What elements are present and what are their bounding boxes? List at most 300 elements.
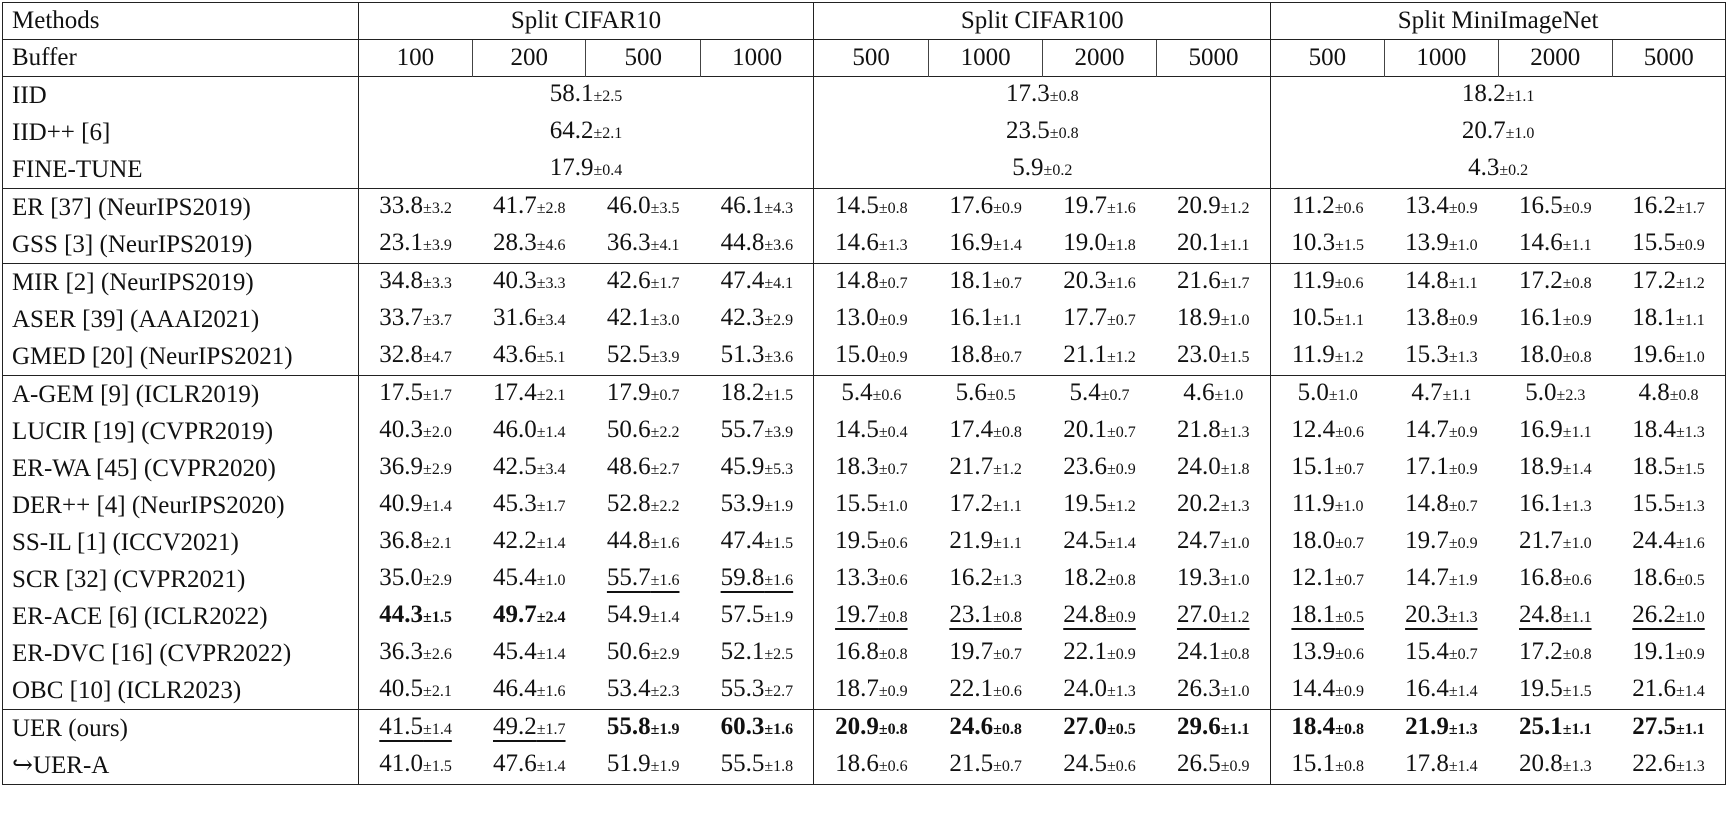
std-value: ±1.4 xyxy=(1107,535,1136,552)
mean-value: 21.7 xyxy=(949,453,994,480)
result-cell xyxy=(358,672,472,710)
result-cell xyxy=(1499,672,1612,710)
std-value: ±1.9 xyxy=(650,721,680,738)
std-value: ±0.6 xyxy=(1334,200,1364,217)
mean-value: 21.6 xyxy=(1632,675,1676,702)
cell-value xyxy=(841,379,901,406)
cell-value xyxy=(1405,750,1478,777)
result-cell xyxy=(358,524,472,561)
cell-value xyxy=(379,564,452,591)
cell-value xyxy=(1063,527,1136,554)
std-value: ±1.5 xyxy=(423,609,452,626)
result-cell xyxy=(928,338,1042,376)
std-value: ±4.1 xyxy=(764,275,794,292)
result-cell xyxy=(700,561,813,598)
std-value: ±2.1 xyxy=(423,683,452,700)
cell-value xyxy=(1462,80,1535,107)
std-value: ±0.9 xyxy=(1562,312,1592,329)
result-cell xyxy=(1384,598,1498,635)
mean-value: 20.1 xyxy=(1063,416,1107,443)
mean-value: 24.7 xyxy=(1176,527,1221,554)
group-header-miniimagenet: Split MiniImageNet xyxy=(1271,3,1726,40)
std-value: ±0.6 xyxy=(1562,572,1592,589)
mean-value: 17.2 xyxy=(949,490,994,517)
methods-header: Methods xyxy=(3,3,359,40)
std-value: ±1.1 xyxy=(993,312,1022,329)
buffer-size: 500 xyxy=(1271,40,1384,77)
cell-value xyxy=(721,527,794,554)
result-cell xyxy=(700,635,813,672)
mean-value: 27.0 xyxy=(1176,601,1221,628)
mean-value: 44.3 xyxy=(379,601,424,628)
result-cell xyxy=(1612,413,1726,450)
cell-value xyxy=(1632,750,1705,777)
std-value: ±1.1 xyxy=(993,498,1022,515)
std-value: ±1.7 xyxy=(536,498,566,515)
result-cell xyxy=(700,710,813,748)
mean-value: 57.5 xyxy=(720,601,765,628)
result-cell xyxy=(358,635,472,672)
std-value: ±1.3 xyxy=(1220,498,1250,515)
cell-value xyxy=(1525,379,1585,406)
std-value: ±1.8 xyxy=(1220,461,1250,478)
cell-value xyxy=(721,675,794,702)
buffer-size: 1000 xyxy=(700,40,813,77)
cell-value xyxy=(493,713,566,740)
cell-value xyxy=(1405,341,1478,368)
std-value: ±1.6 xyxy=(764,721,794,738)
result-cell xyxy=(1043,710,1156,748)
result-cell xyxy=(1499,264,1612,302)
cell-value xyxy=(949,564,1022,591)
cell-value xyxy=(1291,453,1364,480)
result-cell xyxy=(700,226,813,264)
cell-value xyxy=(1177,564,1250,591)
mean-value: 55.5 xyxy=(720,750,765,777)
cell-value xyxy=(835,601,908,628)
result-cell xyxy=(1612,672,1726,710)
mean-value: 18.6 xyxy=(835,750,879,777)
cell-value xyxy=(835,341,908,368)
cell-value xyxy=(721,564,794,591)
mean-value: 18.8 xyxy=(949,341,994,368)
mean-value: 16.2 xyxy=(1632,192,1676,219)
result-cell xyxy=(1156,598,1271,635)
buffer-size: 500 xyxy=(586,40,700,77)
std-value: ±3.4 xyxy=(536,312,566,329)
mean-value: 21.8 xyxy=(1176,416,1221,443)
cell-value xyxy=(550,80,623,107)
std-value: ±1.4 xyxy=(536,424,566,441)
cell-value xyxy=(1063,601,1136,628)
std-value: ±3.5 xyxy=(650,200,680,217)
std-value: ±3.9 xyxy=(764,424,794,441)
cell-value xyxy=(607,304,680,331)
cell-value xyxy=(721,192,794,219)
std-value: ±1.1 xyxy=(993,535,1022,552)
std-value: ±4.6 xyxy=(536,237,566,254)
mean-value: 23.0 xyxy=(1176,341,1221,368)
mean-value: 46.4 xyxy=(492,675,537,702)
std-value: ±0.9 xyxy=(878,683,908,700)
std-value: ±0.7 xyxy=(1335,461,1364,478)
result-cell xyxy=(700,598,813,635)
mean-value: 27.5 xyxy=(1632,713,1676,740)
cell-value xyxy=(493,490,566,517)
method-row xyxy=(3,747,1726,785)
std-value: ±0.7 xyxy=(650,387,680,404)
cell-value xyxy=(721,341,794,368)
result-cell xyxy=(586,710,700,748)
result-cell xyxy=(1384,524,1498,561)
cell-value xyxy=(1183,379,1243,406)
cell-value xyxy=(607,564,680,591)
result-cell xyxy=(586,561,700,598)
mean-value: 27.0 xyxy=(1063,713,1107,740)
std-value: ±2.3 xyxy=(1556,387,1586,404)
mean-value: 5.0 xyxy=(1297,379,1329,406)
cell-value xyxy=(1519,527,1592,554)
cell-value xyxy=(1063,341,1136,368)
result-cell xyxy=(586,598,700,635)
std-value: ±1.9 xyxy=(1448,572,1478,589)
method-name: ASER [39] (AAAI2021) xyxy=(3,301,359,338)
result-cell xyxy=(1156,672,1271,710)
mean-value: 21.9 xyxy=(949,527,994,554)
result-cell xyxy=(1156,413,1271,450)
mean-value: 18.2 xyxy=(720,379,765,406)
std-value: ±1.5 xyxy=(1675,461,1705,478)
mean-value: 21.6 xyxy=(1176,267,1221,294)
mean-value: 59.8 xyxy=(720,564,765,591)
std-value: ±1.6 xyxy=(1675,535,1705,552)
std-value: ±0.9 xyxy=(993,200,1022,217)
cell-value xyxy=(607,379,680,406)
mean-value: 33.7 xyxy=(379,304,424,331)
mean-value: 36.8 xyxy=(379,527,424,554)
cell-value xyxy=(1063,267,1136,294)
mean-value: 22.1 xyxy=(949,675,994,702)
cell-value xyxy=(949,750,1022,777)
cell-value xyxy=(1291,304,1364,331)
cell-value xyxy=(1292,341,1364,368)
std-value: ±0.6 xyxy=(878,535,908,552)
cell-value xyxy=(721,416,794,443)
method-row xyxy=(3,189,1726,227)
method-row xyxy=(3,226,1726,264)
mean-value: 17.5 xyxy=(379,379,424,406)
std-value: ±1.0 xyxy=(1220,572,1250,589)
result-cell xyxy=(1384,226,1498,264)
cell-value xyxy=(379,713,452,740)
mean-value: 55.8 xyxy=(606,713,651,740)
mean-value: 52.8 xyxy=(606,490,651,517)
cell-value xyxy=(1405,638,1478,665)
std-value: ±1.2 xyxy=(1220,609,1250,626)
result-cell xyxy=(1043,672,1156,710)
cell-value xyxy=(607,229,680,256)
mean-value: 52.5 xyxy=(606,341,651,368)
cell-value xyxy=(493,379,566,406)
mean-value: 18.0 xyxy=(1519,341,1563,368)
std-value: ±2.6 xyxy=(423,646,452,663)
std-value: ±0.8 xyxy=(1335,721,1364,738)
cell-value xyxy=(379,750,452,777)
result-cell xyxy=(1612,226,1726,264)
mean-value: 18.7 xyxy=(835,675,879,702)
std-value: ±1.0 xyxy=(1334,498,1364,515)
std-value: ±1.4 xyxy=(650,609,680,626)
std-value: ±1.5 xyxy=(764,535,794,552)
mean-value: 23.6 xyxy=(1063,453,1107,480)
result-cell xyxy=(1271,598,1384,635)
mean-value: 45.3 xyxy=(492,490,537,517)
baseline-row xyxy=(3,77,1726,115)
mean-value: 55.7 xyxy=(606,564,651,591)
std-value: ±2.0 xyxy=(423,424,452,441)
header-row-datasets xyxy=(3,3,1726,40)
std-value: ±0.8 xyxy=(1562,349,1592,366)
std-value: ±0.8 xyxy=(1049,88,1079,105)
cell-value xyxy=(1063,564,1136,591)
baseline-cell xyxy=(1271,151,1726,189)
std-value: ±0.2 xyxy=(1043,162,1073,179)
cell-value xyxy=(949,490,1022,517)
result-cell xyxy=(1271,710,1384,748)
mean-value: 19.1 xyxy=(1632,638,1676,665)
cell-value xyxy=(1519,267,1592,294)
std-value: ±0.9 xyxy=(1448,424,1478,441)
cell-value xyxy=(1292,490,1364,517)
cell-value xyxy=(721,713,794,740)
mean-value: 47.6 xyxy=(492,750,537,777)
method-name: SS-IL [1] (ICCV2021) xyxy=(3,524,359,561)
result-cell xyxy=(358,338,472,376)
std-value: ±0.9 xyxy=(1335,683,1364,700)
mean-value: 14.8 xyxy=(1405,490,1449,517)
result-cell xyxy=(1384,376,1498,414)
buffer-header: Buffer xyxy=(3,40,359,77)
mean-value: 44.8 xyxy=(720,229,765,256)
cell-value xyxy=(1070,379,1130,406)
std-value: ±0.8 xyxy=(993,424,1022,441)
std-value: ±0.6 xyxy=(1334,275,1364,292)
result-cell xyxy=(1499,710,1612,748)
mean-value: 17.4 xyxy=(949,416,994,443)
std-value: ±1.1 xyxy=(1442,387,1472,404)
result-cell xyxy=(1156,487,1271,524)
mean-value: 5.9 xyxy=(1012,154,1044,181)
std-value: ±0.7 xyxy=(1100,387,1130,404)
result-cell xyxy=(586,747,700,785)
buffer-size: 1000 xyxy=(928,40,1042,77)
cell-value xyxy=(1292,192,1364,219)
result-cell xyxy=(814,487,928,524)
std-value: ±3.2 xyxy=(423,200,452,217)
mean-value: 24.8 xyxy=(1063,601,1107,628)
buffer-size: 100 xyxy=(358,40,472,77)
result-cell xyxy=(1156,264,1271,302)
cell-value xyxy=(493,341,566,368)
cell-value xyxy=(607,341,680,368)
std-value: ±2.2 xyxy=(650,498,680,515)
cell-value xyxy=(607,267,680,294)
std-value: ±0.4 xyxy=(593,162,623,179)
mean-value: 17.9 xyxy=(549,154,594,181)
cell-value xyxy=(1177,527,1250,554)
baseline-row xyxy=(3,151,1726,189)
mean-value: 14.4 xyxy=(1291,675,1336,702)
mean-value: 13.0 xyxy=(835,304,879,331)
cell-value xyxy=(607,416,680,443)
std-value: ±1.3 xyxy=(1675,758,1705,775)
method-row xyxy=(3,598,1726,635)
mean-value: 19.0 xyxy=(1063,229,1107,256)
mean-value: 45.9 xyxy=(720,453,765,480)
mean-value: 22.6 xyxy=(1632,750,1676,777)
buffer-size: 5000 xyxy=(1156,40,1271,77)
std-value: ±1.2 xyxy=(1675,275,1705,292)
std-value: ±0.4 xyxy=(878,424,908,441)
result-cell xyxy=(700,189,813,227)
method-name: A-GEM [9] (ICLR2019) xyxy=(3,376,359,414)
std-value: ±0.7 xyxy=(993,646,1022,663)
result-cell xyxy=(1043,338,1156,376)
mean-value: 22.1 xyxy=(1063,638,1107,665)
cell-value xyxy=(379,304,452,331)
std-value: ±0.2 xyxy=(1499,162,1529,179)
result-cell xyxy=(1612,598,1726,635)
cell-value xyxy=(949,304,1022,331)
std-value: ±1.3 xyxy=(993,572,1022,589)
cell-value xyxy=(493,229,566,256)
mean-value: 21.5 xyxy=(949,750,994,777)
mean-value: 47.4 xyxy=(720,267,765,294)
cell-value xyxy=(1519,564,1592,591)
mean-value: 29.6 xyxy=(1176,713,1221,740)
cell-value xyxy=(835,192,908,219)
mean-value: 18.9 xyxy=(1176,304,1221,331)
result-cell xyxy=(586,524,700,561)
mean-value: 58.1 xyxy=(549,80,594,107)
std-value: ±3.9 xyxy=(423,237,452,254)
mean-value: 16.1 xyxy=(1519,490,1563,517)
cell-value xyxy=(1632,341,1705,368)
std-value: ±2.9 xyxy=(650,646,680,663)
buffer-size: 500 xyxy=(814,40,928,77)
mean-value: 18.2 xyxy=(1063,564,1107,591)
result-cell xyxy=(700,450,813,487)
result-cell xyxy=(1499,598,1612,635)
mean-value: 19.3 xyxy=(1176,564,1221,591)
cell-value xyxy=(379,341,452,368)
std-value: ±0.8 xyxy=(1107,572,1136,589)
std-value: ±0.8 xyxy=(993,609,1022,626)
std-value: ±0.9 xyxy=(1675,646,1705,663)
cell-value xyxy=(949,675,1022,702)
mean-value: 15.5 xyxy=(835,490,879,517)
mean-value: 17.1 xyxy=(1405,453,1449,480)
std-value: ±2.5 xyxy=(593,88,623,105)
result-cell xyxy=(814,189,928,227)
cell-value xyxy=(1063,192,1136,219)
result-cell xyxy=(1156,635,1271,672)
cell-value xyxy=(949,638,1022,665)
cell-value xyxy=(493,527,566,554)
result-cell xyxy=(1156,338,1271,376)
mean-value: 36.3 xyxy=(606,229,651,256)
result-cell xyxy=(1043,524,1156,561)
result-cell xyxy=(1156,226,1271,264)
mean-value: 21.7 xyxy=(1519,527,1563,554)
result-cell xyxy=(358,487,472,524)
result-cell xyxy=(1612,376,1726,414)
result-cell xyxy=(473,598,586,635)
cell-value xyxy=(1519,601,1592,628)
mean-value: 28.3 xyxy=(492,229,537,256)
mean-value: 16.8 xyxy=(1519,564,1563,591)
result-cell xyxy=(473,338,586,376)
mean-value: 13.8 xyxy=(1405,304,1449,331)
std-value: ±0.8 xyxy=(1335,758,1364,775)
cell-value xyxy=(1177,416,1250,443)
cell-value xyxy=(835,638,908,665)
cell-value xyxy=(1632,638,1705,665)
cell-value xyxy=(835,490,908,517)
result-cell xyxy=(928,264,1042,302)
cell-value xyxy=(949,267,1022,294)
baseline-cell xyxy=(814,114,1271,151)
std-value: ±0.9 xyxy=(1448,535,1478,552)
result-cell xyxy=(1499,338,1612,376)
mean-value: 18.3 xyxy=(835,453,879,480)
std-value: ±4.7 xyxy=(423,349,452,366)
std-value: ±2.1 xyxy=(536,387,566,404)
result-cell xyxy=(358,747,472,785)
std-value: ±1.7 xyxy=(650,275,680,292)
mean-value: 41.0 xyxy=(379,750,424,777)
cell-value xyxy=(493,638,566,665)
method-row xyxy=(3,450,1726,487)
cell-value xyxy=(1291,675,1364,702)
mean-value: 40.3 xyxy=(379,416,424,443)
result-cell xyxy=(358,301,472,338)
mean-value: 15.0 xyxy=(835,341,879,368)
result-cell xyxy=(1156,710,1271,748)
cell-value xyxy=(607,453,680,480)
method-name: FINE-TUNE xyxy=(3,151,359,189)
std-value: ±1.7 xyxy=(1675,200,1705,217)
result-cell xyxy=(358,598,472,635)
std-value: ±1.6 xyxy=(764,572,794,589)
cell-value xyxy=(949,453,1022,480)
result-cell xyxy=(473,710,586,748)
mean-value: 23.1 xyxy=(379,229,424,256)
std-value: ±3.3 xyxy=(536,275,566,292)
result-cell xyxy=(814,672,928,710)
cell-value xyxy=(1632,564,1705,591)
mean-value: 60.3 xyxy=(720,713,765,740)
cell-value xyxy=(1632,675,1705,702)
cell-value xyxy=(721,379,794,406)
cell-value xyxy=(949,601,1022,628)
result-cell xyxy=(814,264,928,302)
mean-value: 33.8 xyxy=(379,192,424,219)
cell-value xyxy=(379,379,452,406)
cell-value xyxy=(1405,564,1478,591)
result-cell xyxy=(358,710,472,748)
result-cell xyxy=(358,561,472,598)
